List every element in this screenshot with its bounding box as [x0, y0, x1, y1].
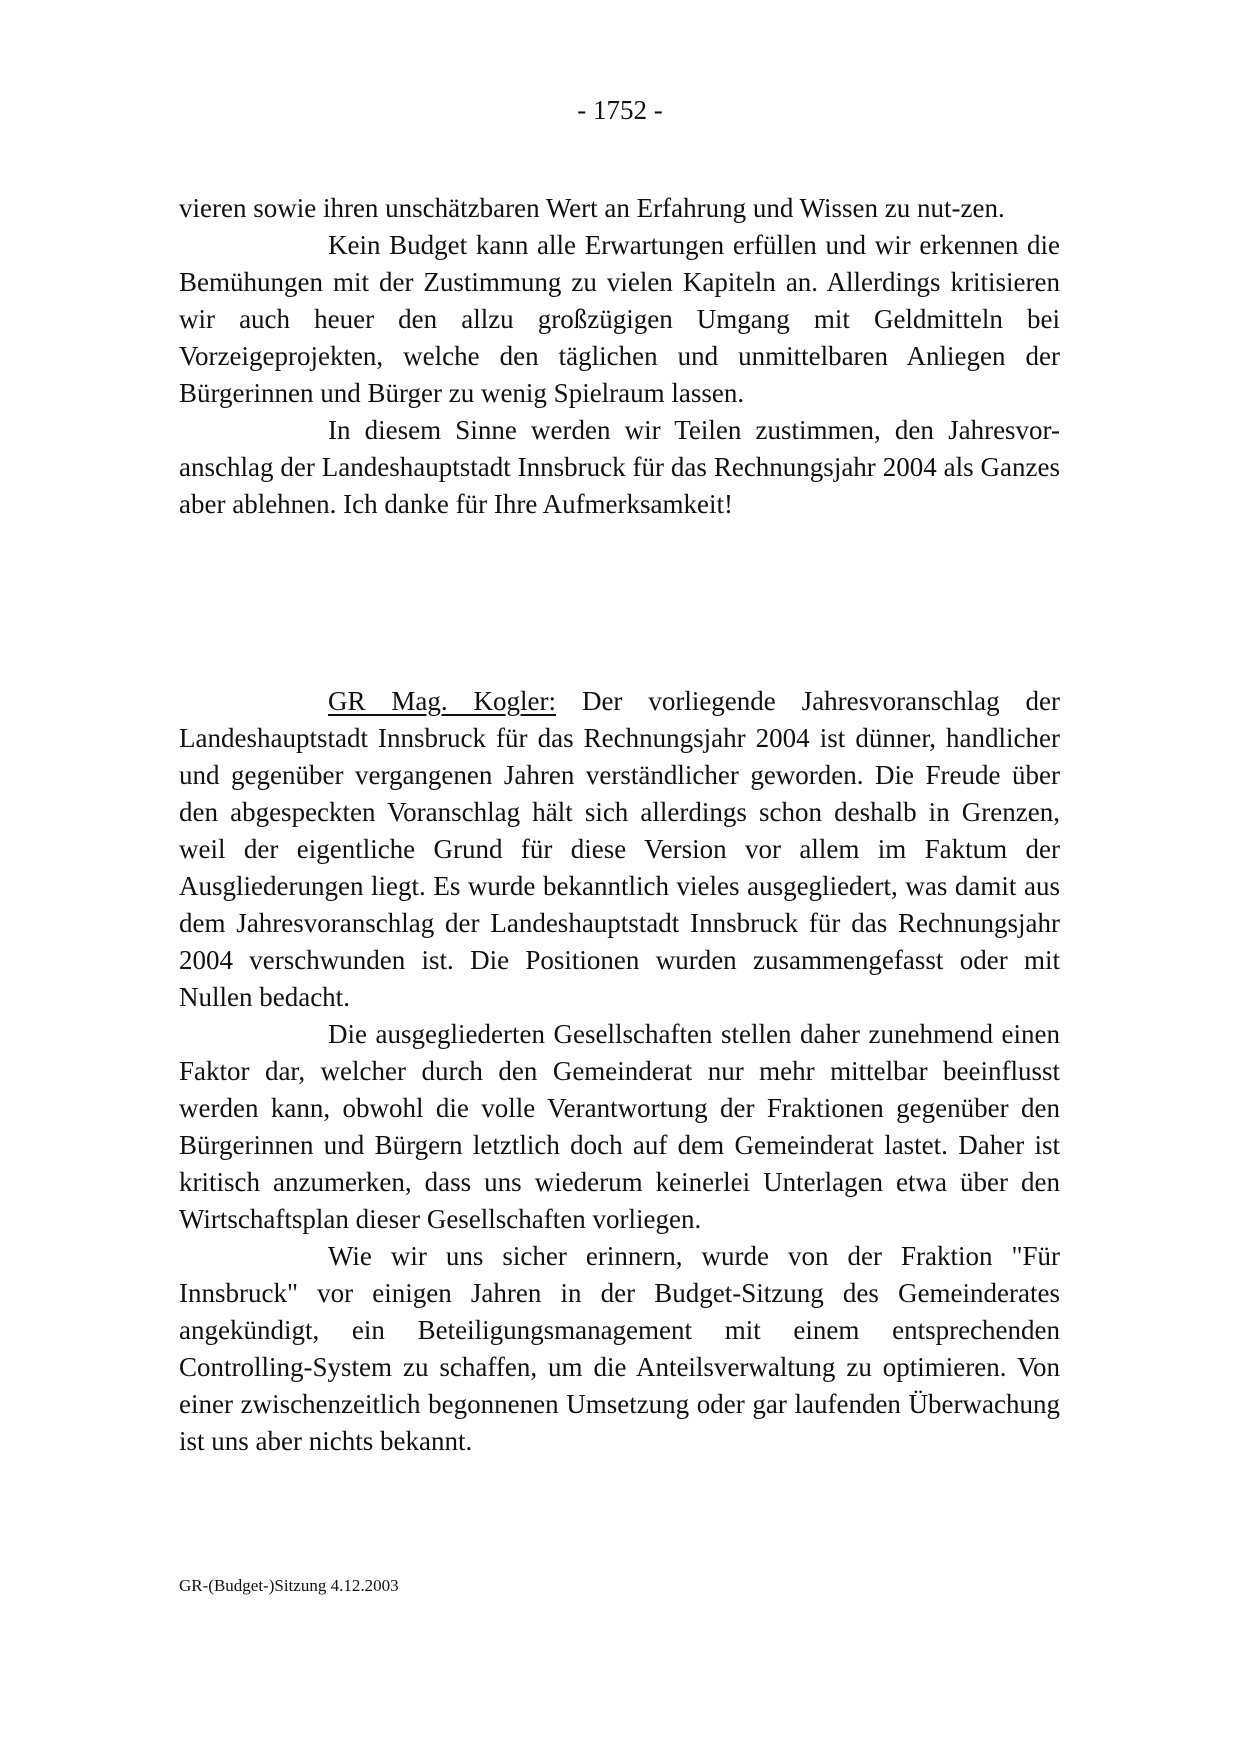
spin-off-companies-paragraph: Die ausgegliederten Gesellschaften stellen daher zunehmend einen Faktor dar, welcher durch den Gemeinderat nur mehr mittelbar beeinflusst werden kann, obwohl die volle Verantwortung der Fraktionen gegenüber den Bürgerinnen und Bürgern letztlich doch auf dem Gemeinderat lastet. Daher ist kritisch anzumerken, dass uns wiederum keinerlei Unterlagen etwa über den Wirtschaftsplan dieser Gesellschaften vorliegen. — [179, 1019, 1060, 1234]
closing-statement-paragraph: In diesem Sinne werden wir Teilen zustimmen, den Jahresvor-anschlag der Landeshauptstadt Innsbruck für das Rechnungsjahr 2004 als Ganzes aber ablehnen. Ich danke für Ihre Aufmerksamkeit! — [179, 415, 1060, 519]
speaker-name: GR Mag. Kogler: — [328, 686, 557, 716]
participation-management-paragraph: Wie wir uns sicher erinnern, wurde von der Fraktion "Für Innsbruck" vor einigen Jahren in der Budget-Sitzung des Gemeinderates angekündigt, ein Beteiligungsmanagement mit einem entsprechenden Controlling-System zu schaffen, um die Anteilsverwaltung zu optimieren. Von einer zwischenzeitlich begonnenen Umsetzung oder gar laufenden Überwachung ist uns aber nichts bekannt. — [179, 1241, 1060, 1456]
top-text-block — [179, 190, 1060, 523]
speech-opening-paragraph — [179, 683, 1060, 1016]
speech-block — [179, 683, 1060, 1460]
budget-expectations-paragraph: Kein Budget kann alle Erwartungen erfüllen und wir erkennen die Bemühungen mit der Zustimmung zu vielen Kapiteln an. Allerdings kritisieren wir auch heuer den allzu großzügigen Umgang mit Geldmitteln bei Vorzeigeprojekten, welche den täglichen und unmittelbaren Anliegen der Bürgerinnen und Bürger zu wenig Spielraum lassen. — [179, 230, 1060, 408]
footer-text: GR-(Budget-)Sitzung 4.12.2003 — [179, 1576, 399, 1595]
speech-opening-text: Der vorliegende Jahresvoranschlag der Landeshauptstadt Innsbruck für das Rechnungsjahr 2004 ist dünner, handlicher und gegenüber vergangenen Jahren verständlicher geworden. Die Freude über den abgespeckten Voranschlag hält sich allerdings schon deshalb in Grenzen, weil der eigentliche Grund für diese Version vor allem im Faktum der Ausgliederungen liegt. Es wurde bekanntlich vieles ausgegliedert, was damit aus dem Jahresvoranschlag der Landeshauptstadt Innsbruck für das Rechnungsjahr 2004 verschwunden ist. Die Positionen wurden zusammengefasst oder mit Nullen bedacht. — [179, 686, 1060, 1012]
page-number: - 1752 - — [577, 95, 663, 125]
continuation-paragraph: vieren sowie ihren unschätzbaren Wert an Erfahrung und Wissen zu nut-zen. — [179, 193, 1005, 223]
